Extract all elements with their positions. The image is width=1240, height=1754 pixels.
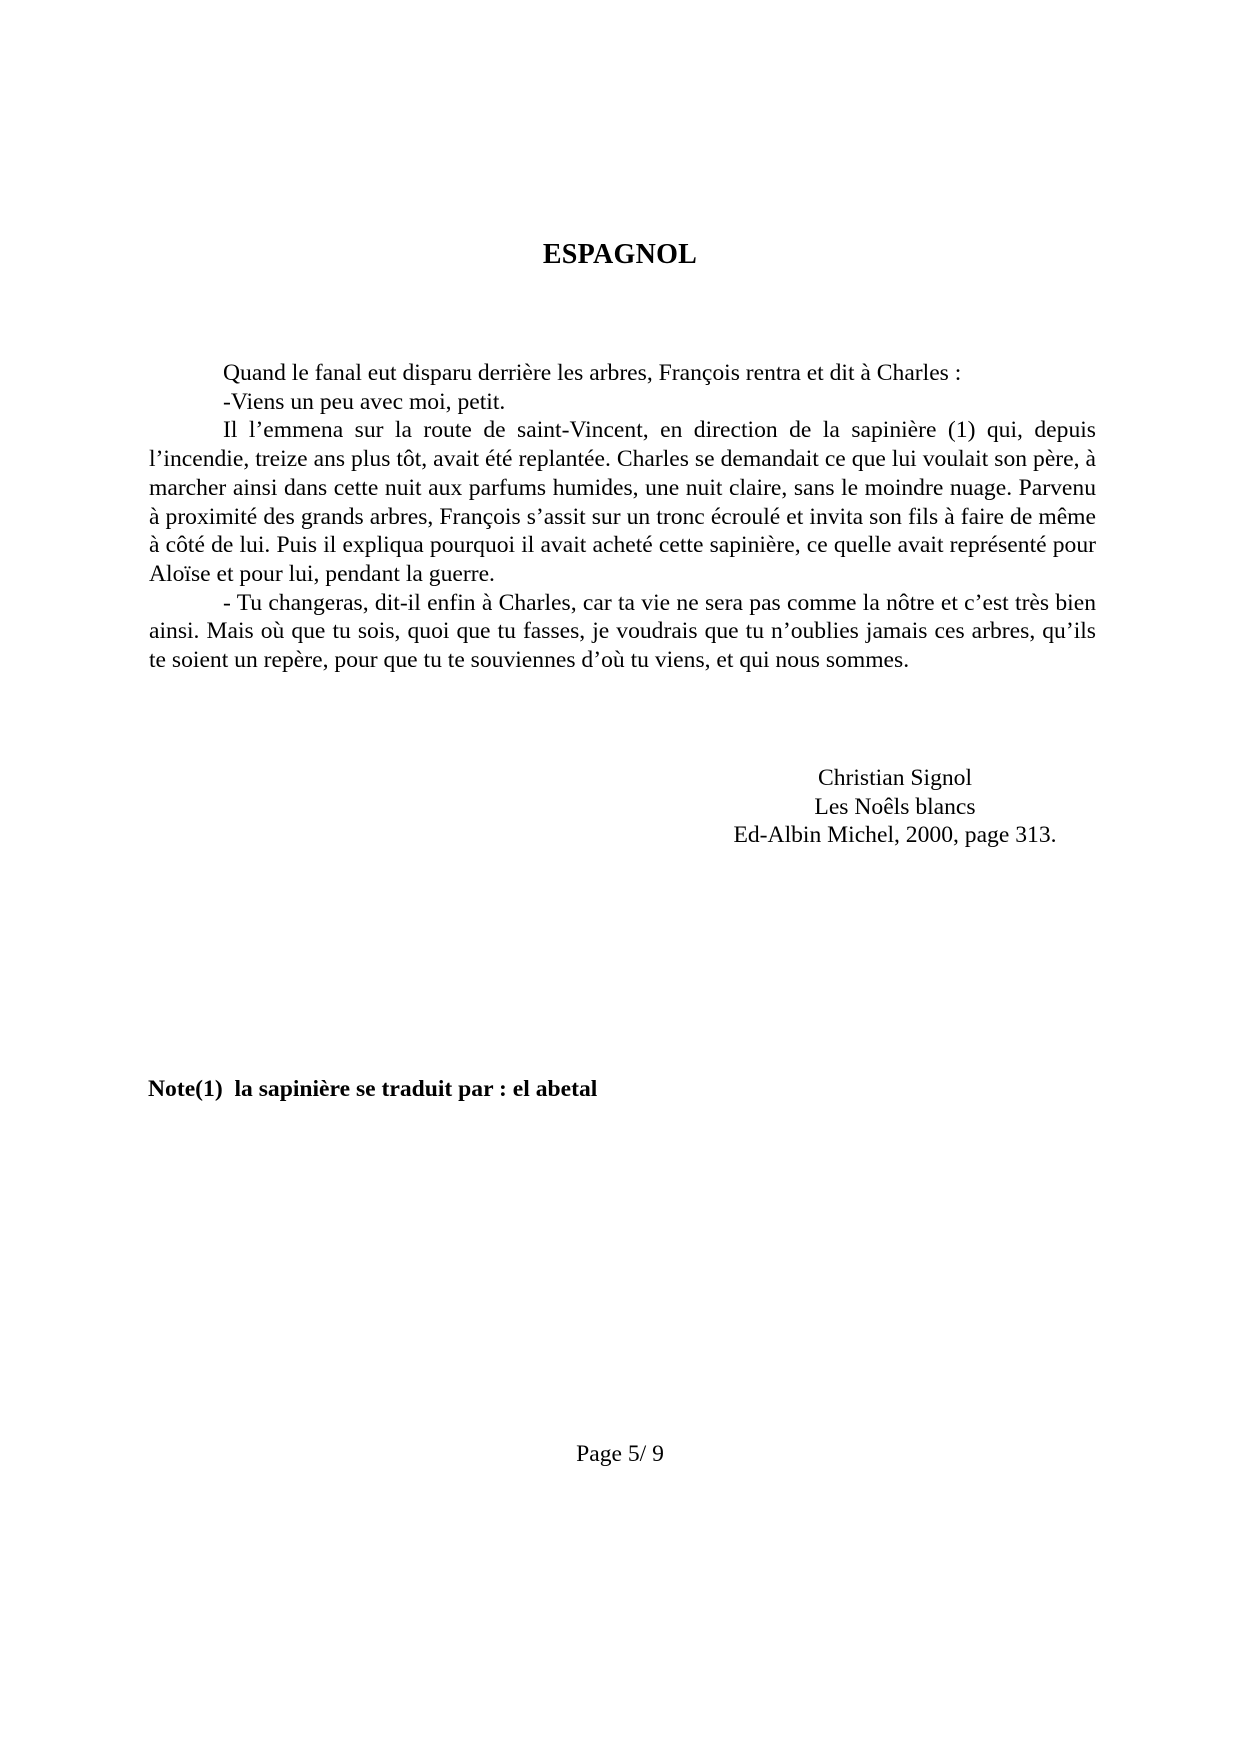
page-number: Page 5/ 9 [576, 1441, 664, 1467]
page-title: ESPAGNOL [542, 239, 698, 270]
footnote: Note(1) la sapinière se traduit par : el abetal [148, 1076, 598, 1102]
citation [700, 764, 1090, 850]
citation-publisher: Ed-Albin Michel, 2000, page 313. [733, 822, 1057, 849]
passage [149, 359, 1096, 675]
passage-paragraph-4: - Tu changeras, dit-il enfin à Charles, car ta vie ne sera pas comme la nôtre et c’est très bien ainsi. Mais où que tu sois, quoi que tu fasses, je voudrais que tu n’oublies jamais ces arbres, qu’ils te soient un repère, pour que tu te souviennes d’où tu viens, et qui nous sommes. [149, 589, 1096, 674]
passage-line-2: -Viens un peu avec moi, petit. [223, 388, 506, 415]
citation-work: Les Noêls blancs [814, 793, 976, 820]
passage-paragraph-3: Il l’emmena sur la route de saint-Vincent, en direction de la sapinière (1) qui, depuis l’incendie, treize ans plus tôt, avait été replantée. Charles se demandait ce que lui voulait son père, à marcher ainsi dans cette nuit aux parfums humides, une nuit claire, sans le moindre nuage. Parvenu à proximité des grands arbres, François s’assit sur un tronc écroulé et invita son fils à faire de même à côté de lui. Puis il expliqua pourquoi il avait acheté cette sapinière, ce quelle avait représenté pour Aloïse et pour lui, pendant la guerre. [149, 417, 1096, 587]
passage-line-1: Quand le fanal eut disparu derrière les arbres, François rentra et dit à Charles : [223, 360, 962, 386]
citation-author: Christian Signol [817, 765, 973, 791]
